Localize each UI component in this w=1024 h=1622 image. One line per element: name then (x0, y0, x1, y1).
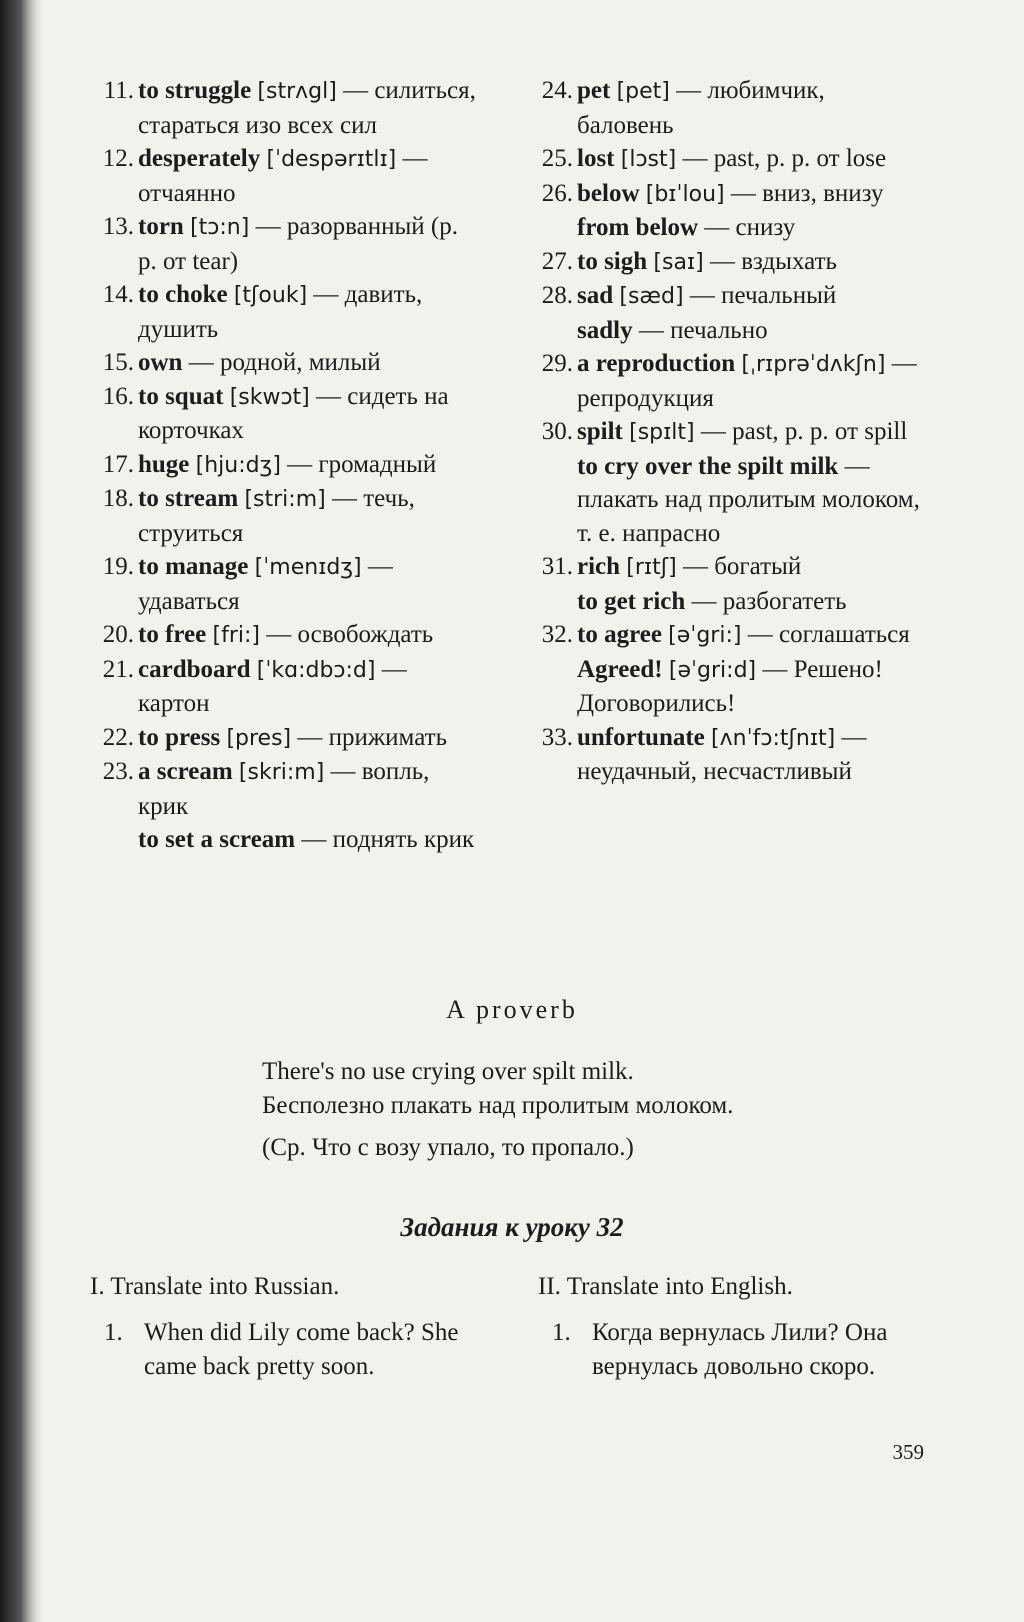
vocab-entry (527, 618, 922, 653)
exercise-number: 1. (552, 1319, 571, 1346)
entry-translation: — течь, струиться (138, 485, 415, 547)
proverb-compare: (Ср. Что с возу упало, то пропало.) (262, 1134, 634, 1161)
entry-transcription: [hju:dʒ] (195, 452, 281, 478)
entry-translation: — прижимать (291, 723, 447, 751)
vocab-entry (88, 142, 478, 210)
entry-word: cardboard (138, 655, 251, 683)
entry-number: 19. (102, 553, 134, 580)
vocab-subentry (527, 653, 922, 721)
entry-word: to set a scream (138, 826, 296, 853)
entry-word: own (138, 349, 183, 376)
entry-word: to manage (138, 553, 249, 580)
entry-transcription: [strʌgl] (257, 79, 337, 104)
entry-translation: — давить, душить (138, 281, 423, 343)
entry-translation: — богатый (676, 553, 802, 580)
entry-word: below (577, 179, 640, 207)
entry-transcription: [ˌrɪprəˈdʌkʃn] (741, 352, 886, 377)
vocabulary-left-column (88, 74, 478, 857)
entry-transcription: [ˈmenɪdʒ] (254, 555, 362, 580)
page-number: 359 (892, 1440, 924, 1464)
entry-translation: — родной, милый (182, 349, 381, 376)
entry-translation: — картон (138, 655, 407, 717)
proverb-block (262, 1055, 882, 1165)
entry-number: 27. (541, 247, 573, 275)
proverb-english: There's no use crying over spilt milk. (262, 1058, 634, 1085)
task-translate-into-russian (90, 1270, 490, 1384)
vocab-entry (88, 74, 478, 142)
entry-number: 14. (102, 281, 134, 308)
vocab-entry (88, 278, 478, 346)
exercise-text: Когда вернулась Лили? Она вернулась довольно скоро. (592, 1319, 888, 1380)
vocab-entry (88, 210, 478, 278)
entry-word: sadly (577, 316, 633, 344)
entry-transcription: [fri:] (212, 623, 260, 648)
entry-word: huge (138, 450, 190, 478)
entry-number: 32. (541, 621, 573, 648)
exercise-number: 1. (104, 1319, 123, 1346)
entry-transcription: [skri:m] (238, 760, 325, 785)
entry-word: a reproduction (577, 350, 736, 377)
entry-translation: — силиться, стараться изо всех сил (138, 77, 476, 139)
entry-translation: — снизу (698, 214, 796, 241)
vocabulary-right-column (527, 74, 922, 789)
vocab-entry (88, 482, 478, 550)
vocab-entry (88, 618, 478, 653)
vocab-entry (88, 755, 478, 823)
entry-number: 11. (103, 77, 134, 104)
vocab-subentry (527, 314, 922, 348)
vocab-entry (527, 721, 922, 789)
entry-number: 23. (102, 758, 134, 785)
vocab-entry (527, 550, 922, 585)
entry-number: 20. (102, 621, 134, 648)
vocab-subentry (527, 585, 922, 619)
entry-number: 31. (541, 553, 573, 580)
entry-number: 33. (541, 723, 573, 751)
entry-translation: — разорванный (p. p. от tear) (138, 213, 458, 275)
entry-translation: — вниз, внизу (724, 179, 884, 207)
entry-transcription: [spɪlt] (629, 420, 695, 445)
entry-number: 21. (102, 655, 134, 683)
entry-translation: — любимчик, баловень (577, 77, 825, 139)
vocab-subentry (527, 450, 922, 551)
entry-transcription: [əˈgri:d] (668, 657, 757, 683)
binding-shadow (0, 0, 46, 1622)
vocab-entry (88, 346, 478, 380)
vocab-entry (88, 550, 478, 618)
entry-translation: — сидеть на корточках (138, 382, 449, 444)
entry-number: 28. (541, 282, 573, 309)
entry-transcription: [sæd] (619, 284, 684, 309)
entry-transcription: [pet] (616, 79, 670, 104)
entry-translation: — освобождать (259, 621, 434, 648)
entry-transcription: [ʌnˈfɔ:tʃnɪt] (711, 725, 836, 751)
entry-transcription: [ˈdespərɪtlɪ] (266, 147, 397, 172)
entry-transcription: [ˈkɑ:dbɔ:d] (256, 657, 376, 683)
entry-translation: — неудачный, несчастливый (577, 723, 867, 785)
entry-number: 22. (102, 723, 134, 751)
task-exercise (90, 1316, 490, 1384)
entry-word: Agreed! (577, 655, 663, 683)
entry-number: 15. (102, 349, 134, 376)
vocab-entry (527, 279, 922, 314)
entry-transcription: [stri:m] (244, 487, 326, 512)
entry-number: 12. (102, 145, 134, 172)
task-exercise (538, 1316, 928, 1384)
entry-translation: — удаваться (138, 553, 393, 615)
entry-translation: — разбогатеть (685, 587, 847, 615)
entry-word: spilt (577, 418, 623, 445)
tasks-heading: Задания к уроку 32 (400, 1212, 624, 1242)
task-title: I. Translate into Russian. (90, 1273, 340, 1300)
entry-word: unfortunate (577, 723, 705, 751)
vocab-entry (527, 74, 922, 142)
entry-word: to free (138, 621, 207, 648)
vocab-entry (527, 177, 922, 212)
entry-word: torn (138, 213, 184, 240)
entry-translation: — громадный (280, 450, 437, 478)
entry-number: 17. (102, 450, 134, 478)
vocab-entry (88, 653, 478, 721)
vocab-entry (527, 245, 922, 280)
entry-translation: — печальный (683, 282, 837, 309)
entry-translation: — вопль, крик (138, 758, 430, 820)
entry-number: 16. (102, 382, 134, 410)
entry-transcription: [tɔ:n] (190, 215, 250, 240)
entry-translation: — поднять крик (295, 826, 475, 853)
entry-number: 24. (541, 77, 573, 104)
entry-number: 13. (102, 213, 134, 240)
task-translate-into-english (538, 1270, 928, 1384)
proverb-heading: A proverb (446, 995, 578, 1024)
vocab-entry (88, 448, 478, 483)
entry-transcription: [pres] (226, 725, 292, 751)
entry-word: rich (577, 553, 621, 580)
entry-word: to agree (577, 621, 662, 648)
vocab-entry (527, 415, 922, 450)
entry-word: to sigh (577, 247, 648, 275)
vocab-entry (88, 721, 478, 756)
entry-word: to struggle (138, 77, 252, 104)
entry-translation: — плакать над пролитым молоком, т. е. напрасно (577, 452, 920, 547)
entry-word: desperately (138, 145, 261, 172)
entry-translation: — репродукция (577, 350, 917, 412)
entry-word: to get rich (577, 587, 686, 615)
entry-translation: — Решено! Договорились! (577, 655, 883, 717)
entry-transcription: [skwɔt] (229, 384, 310, 410)
entry-word: to stream (138, 485, 239, 512)
entry-word: from below (577, 214, 699, 241)
entry-translation: — соглашаться (741, 621, 910, 648)
entry-transcription: [bɪˈlou] (645, 181, 725, 207)
entry-transcription: [saɪ] (653, 249, 704, 275)
entry-transcription: [əˈgri:] (668, 623, 742, 648)
task-title: II. Translate into English. (538, 1273, 793, 1300)
vocab-entry (527, 142, 922, 177)
entry-number: 30. (541, 418, 573, 445)
entry-translation: — past, p. p. от spill (694, 418, 908, 445)
entry-word: to press (138, 723, 221, 751)
vocab-subentry (88, 823, 478, 857)
entry-word: to choke (138, 281, 228, 308)
entry-word: to cry over the spilt milk (577, 452, 839, 480)
entry-word: a scream (138, 758, 233, 785)
entry-transcription: [tʃouk] (233, 283, 308, 308)
entry-translation: — печально (632, 316, 768, 344)
entry-number: 29. (541, 350, 573, 377)
entry-translation: — отчаянно (138, 145, 428, 207)
vocab-subentry (527, 211, 922, 245)
vocab-entry (88, 380, 478, 448)
entry-translation: — вздыхать (703, 247, 837, 275)
entry-transcription: [lɔst] (620, 147, 677, 172)
proverb-russian: Бесполезно плакать над пролитым молоком. (262, 1092, 734, 1119)
entry-word: pet (577, 77, 611, 104)
entry-word: sad (577, 282, 614, 309)
entry-number: 25. (541, 145, 573, 172)
exercise-text: When did Lily come back? She came back pretty soon. (144, 1319, 459, 1380)
entry-translation: — past, p. p. от lose (676, 145, 887, 172)
entry-word: to squat (138, 382, 224, 410)
entry-word: lost (577, 145, 615, 172)
vocab-entry (527, 347, 922, 415)
entry-number: 18. (102, 485, 134, 512)
entry-transcription: [rɪtʃ] (626, 555, 677, 580)
entry-number: 26. (541, 179, 573, 207)
